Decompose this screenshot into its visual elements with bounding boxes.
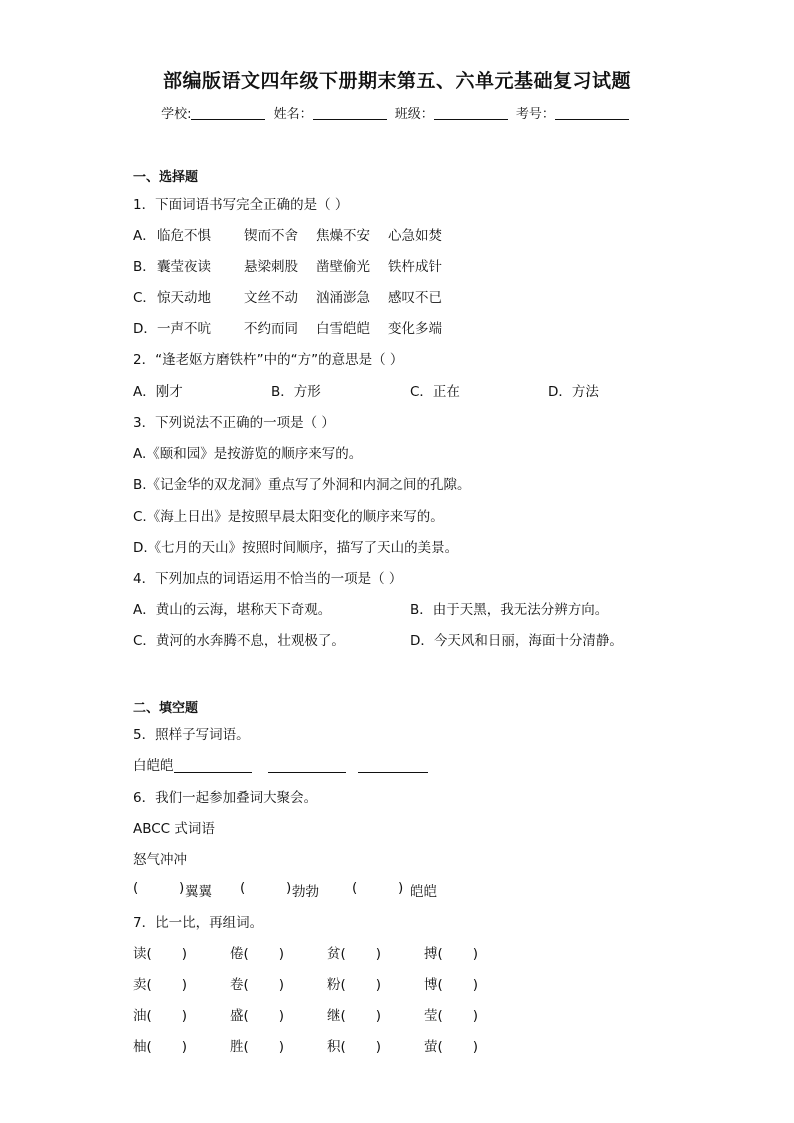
q5-stem: 5．照样子写词语。 — [133, 727, 250, 743]
q2-stem: 2．“逢老妪方磨铁杵”中的“方”的意思是（ ） — [133, 352, 404, 368]
option-word: 不约而同 — [244, 321, 298, 337]
option-word: 铁杵成针 — [388, 259, 442, 275]
section-heading-choice: 一、选择题 — [133, 170, 199, 185]
paren-close: ) — [398, 880, 404, 896]
q7-char-blank[interactable]: 博( ) — [424, 977, 479, 993]
q3-option-b[interactable]: B.《记金华的双龙洞》重点写了外洞和内洞之间的孔隙。 — [133, 477, 471, 493]
option-word: 一声不吭 — [157, 321, 211, 337]
option-word: 焦燥不安 — [316, 228, 370, 244]
option-word: 凿壁偷光 — [316, 259, 370, 275]
name-blank[interactable] — [313, 106, 387, 120]
q2-option-c[interactable]: C．正在 — [410, 384, 460, 400]
q7-char-blank[interactable]: 油( ) — [133, 1008, 188, 1024]
q6-word: 皑皑 — [410, 884, 437, 900]
option-word: 变化多端 — [388, 321, 442, 337]
student-info-row — [0, 103, 794, 122]
q7-char-blank[interactable]: 粉( ) — [327, 977, 382, 993]
option-word: 文丝不动 — [244, 290, 298, 306]
q3-stem: 3．下列说法不正确的一项是（ ） — [133, 415, 335, 431]
q6-word: 翼翼 — [185, 884, 212, 900]
class-blank[interactable] — [434, 106, 508, 120]
paren-close: ) — [179, 880, 185, 896]
q7-char-blank[interactable]: 柚( ) — [133, 1039, 188, 1055]
q2-option-b[interactable]: B．方形 — [271, 384, 321, 400]
q7-char-blank[interactable]: 贫( ) — [327, 946, 382, 962]
option-label: A． — [133, 228, 156, 244]
paren-open: ( — [352, 880, 358, 896]
q4-stem: 4．下列加点的词语运用不恰当的一项是（ ） — [133, 571, 403, 587]
q5-example: 白皑皑 — [133, 758, 174, 774]
option-word: 临危不惧 — [157, 228, 211, 244]
q7-char-blank[interactable]: 继( ) — [327, 1008, 382, 1024]
q2-option-a[interactable]: A．刚才 — [133, 384, 183, 400]
q7-char-blank[interactable]: 胜( ) — [230, 1039, 285, 1055]
q1-stem: 1．下面词语书写完全正确的是（ ） — [133, 197, 349, 213]
section-heading-fill: 二、填空题 — [133, 701, 199, 716]
option-word: 悬梁刺股 — [244, 259, 298, 275]
school-label: 学校: — [161, 107, 192, 122]
q4-option-a[interactable]: A．黄山的云海，堪称天下奇观。 — [133, 602, 332, 618]
q6-stem: 6．我们一起参加叠词大聚会。 — [133, 790, 318, 806]
option-word: 心急如焚 — [388, 228, 442, 244]
page-title: 部编版语文四年级下册期末第五、六单元基础复习试题 — [162, 70, 631, 92]
option-word: 感叹不已 — [388, 290, 442, 306]
option-label: B． — [133, 259, 156, 275]
q6-example: 怒气冲冲 — [133, 852, 187, 868]
q5-answer-row — [133, 754, 428, 774]
paren-close: ) — [286, 880, 292, 896]
option-label: D． — [133, 321, 157, 337]
q5-blank-2[interactable] — [268, 758, 346, 773]
q7-char-blank[interactable]: 卖( ) — [133, 977, 188, 993]
q7-char-blank[interactable]: 莹( ) — [424, 1008, 479, 1024]
option-word: 汹涌澎急 — [316, 290, 370, 306]
q4-option-b[interactable]: B．由于天黑，我无法分辨方向。 — [410, 602, 609, 618]
number-label: 考号： — [515, 107, 555, 122]
q3-option-c[interactable]: C.《海上日出》是按照早晨太阳变化的顺序来写的。 — [133, 509, 444, 525]
q5-blank-1[interactable] — [174, 758, 252, 773]
q7-char-blank[interactable]: 盛( ) — [230, 1008, 285, 1024]
q7-char-blank[interactable]: 萤( ) — [424, 1039, 479, 1055]
q3-option-d[interactable]: D.《七月的天山》按照时间顺序，描写了天山的美景。 — [133, 540, 459, 556]
q7-char-blank[interactable]: 搏( ) — [424, 946, 479, 962]
option-word: 锲而不舍 — [244, 228, 298, 244]
number-blank[interactable] — [555, 106, 629, 120]
option-word: 囊莹夜读 — [157, 259, 211, 275]
q2-option-d[interactable]: D．方法 — [548, 384, 599, 400]
option-label: C． — [133, 290, 156, 306]
class-label: 班级： — [394, 107, 434, 122]
q7-char-blank[interactable]: 卷( ) — [230, 977, 285, 993]
q3-option-a[interactable]: A.《颐和园》是按游览的顺序来写的。 — [133, 446, 363, 462]
paren-open: ( — [133, 880, 139, 896]
paren-open: ( — [240, 880, 246, 896]
name-label: 姓名： — [273, 107, 313, 122]
q4-option-d[interactable]: D．今天风和日丽，海面十分清静。 — [410, 633, 623, 649]
q4-option-c[interactable]: C．黄河的水奔腾不息，壮观极了。 — [133, 633, 345, 649]
q7-stem: 7．比一比，再组词。 — [133, 915, 264, 931]
q7-char-blank[interactable]: 读( ) — [133, 946, 188, 962]
q7-char-blank[interactable]: 倦( ) — [230, 946, 285, 962]
school-blank[interactable] — [191, 106, 265, 120]
option-word: 白雪皑皑 — [316, 321, 370, 337]
q7-char-blank[interactable]: 积( ) — [327, 1039, 382, 1055]
option-word: 惊天动地 — [157, 290, 211, 306]
q6-type: ABCC 式词语 — [133, 821, 215, 837]
q6-word: 勃勃 — [292, 884, 319, 900]
q5-blank-3[interactable] — [358, 758, 428, 773]
